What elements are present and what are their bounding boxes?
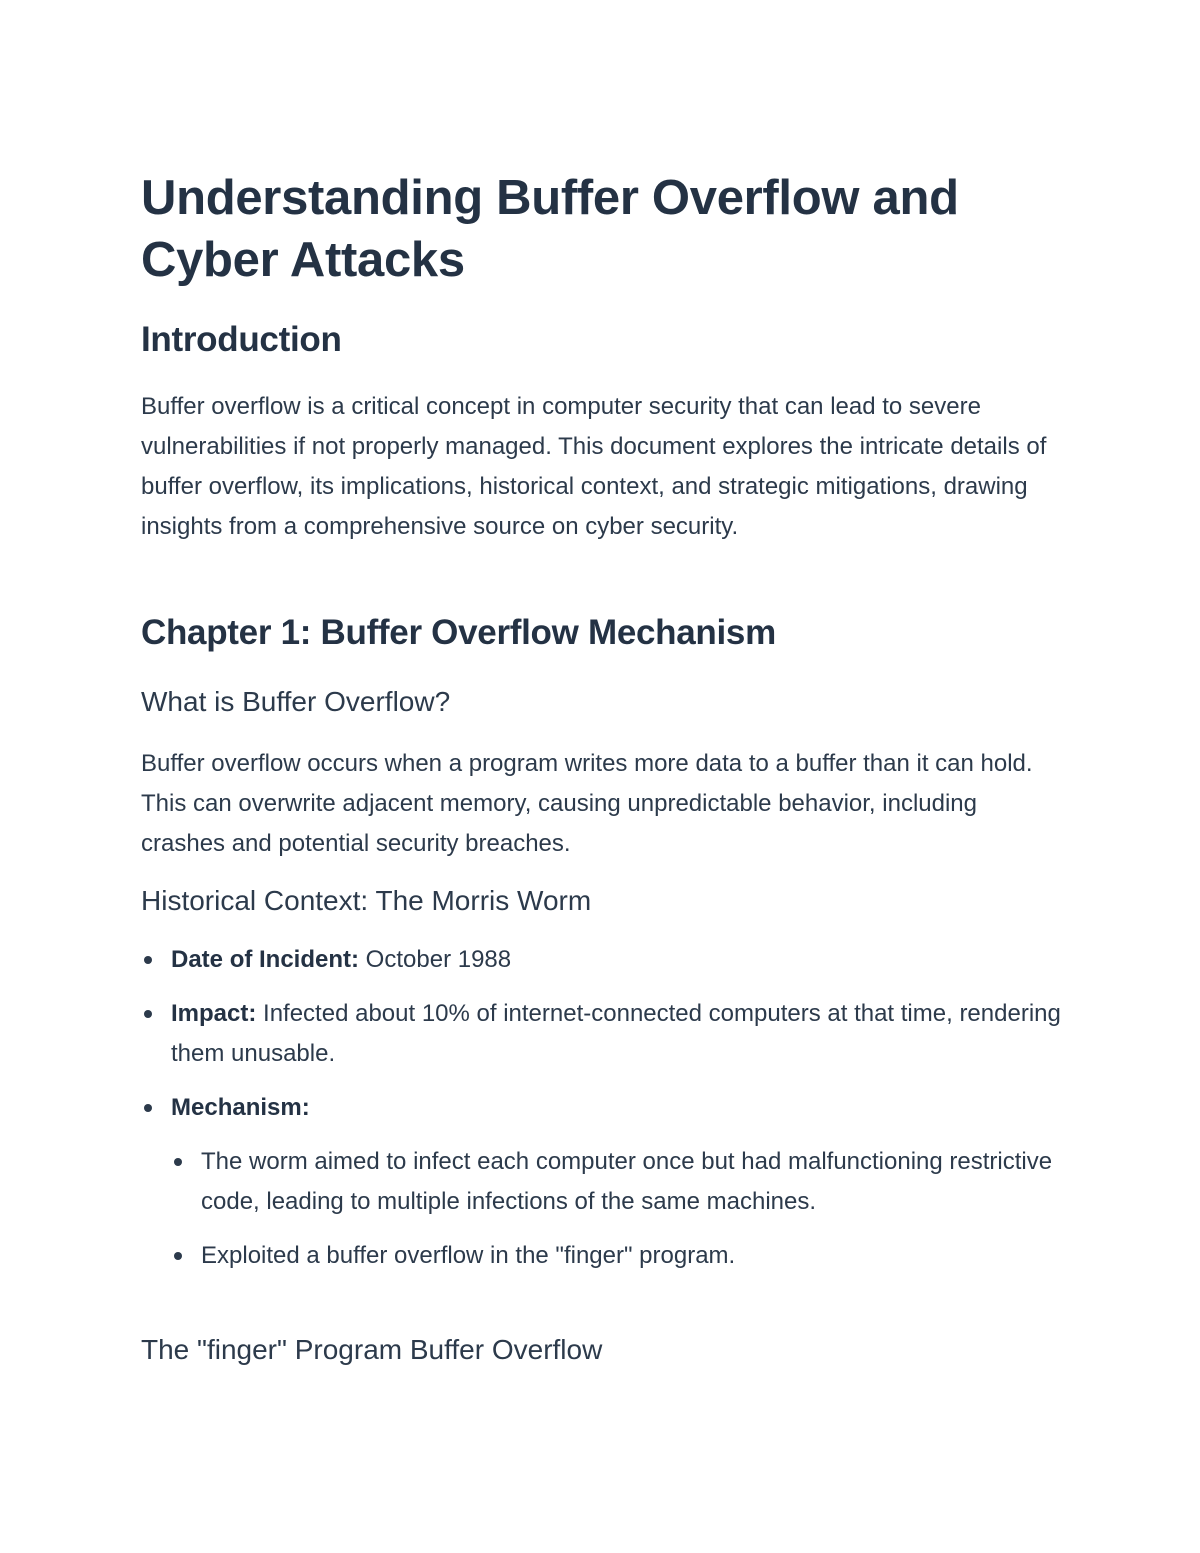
bullet-icon [144,1010,152,1018]
historical-context-heading: Historical Context: The Morris Worm [141,885,592,916]
list-item-text: Infected about 10% of internet-connected computers at that time, rendering them unusable. [171,1000,1061,1067]
bullet-icon [144,1104,152,1112]
list-item-label: Date of Incident: [171,946,360,973]
list-item-label: Impact: [171,1000,257,1027]
bullet-icon [174,1158,182,1166]
bullet-icon [144,956,152,964]
sublist-item [171,1236,1071,1276]
sublist-item-text: The worm aimed to infect each computer once but had malfunctioning restrictive code, leading to multiple infections of the same machines. [201,1148,1053,1215]
list-item-text: October 1988 [359,946,512,973]
what-is-buffer-overflow-heading: What is Buffer Overflow? [141,686,451,717]
sublist-item [171,1142,1071,1222]
list-item-mechanism [141,1088,1071,1276]
historical-context-list [141,940,1071,1290]
list-item-label: Mechanism: [171,1094,310,1121]
sublist-item-text: Exploited a buffer overflow in the "finger" program. [201,1242,736,1269]
bullet-icon [174,1252,182,1260]
introduction-paragraph: Buffer overflow is a critical concept in computer security that can lead to severe vulnerabilities if not properly managed. This document explores the intricate details of buffer overflow, its implications, historical context, and strategic mitigations, drawing insights from a comprehensive source on cyber security. [141,393,1047,540]
document-title: Understanding Buffer Overflow and Cyber Attacks [141,171,959,287]
list-item-impact [141,994,1071,1074]
list-item-date-of-incident [141,940,1071,980]
mechanism-sublist [171,1142,1071,1276]
chapter-1-heading: Chapter 1: Buffer Overflow Mechanism [141,613,776,652]
introduction-heading: Introduction [141,320,342,359]
what-is-buffer-overflow-paragraph: Buffer overflow occurs when a program writes more data to a buffer than it can hold. This can overwrite adjacent memory, causing unpredictable behavior, including crashes and potential security breaches. [141,750,1033,857]
finger-program-heading: The "finger" Program Buffer Overflow [141,1334,603,1365]
